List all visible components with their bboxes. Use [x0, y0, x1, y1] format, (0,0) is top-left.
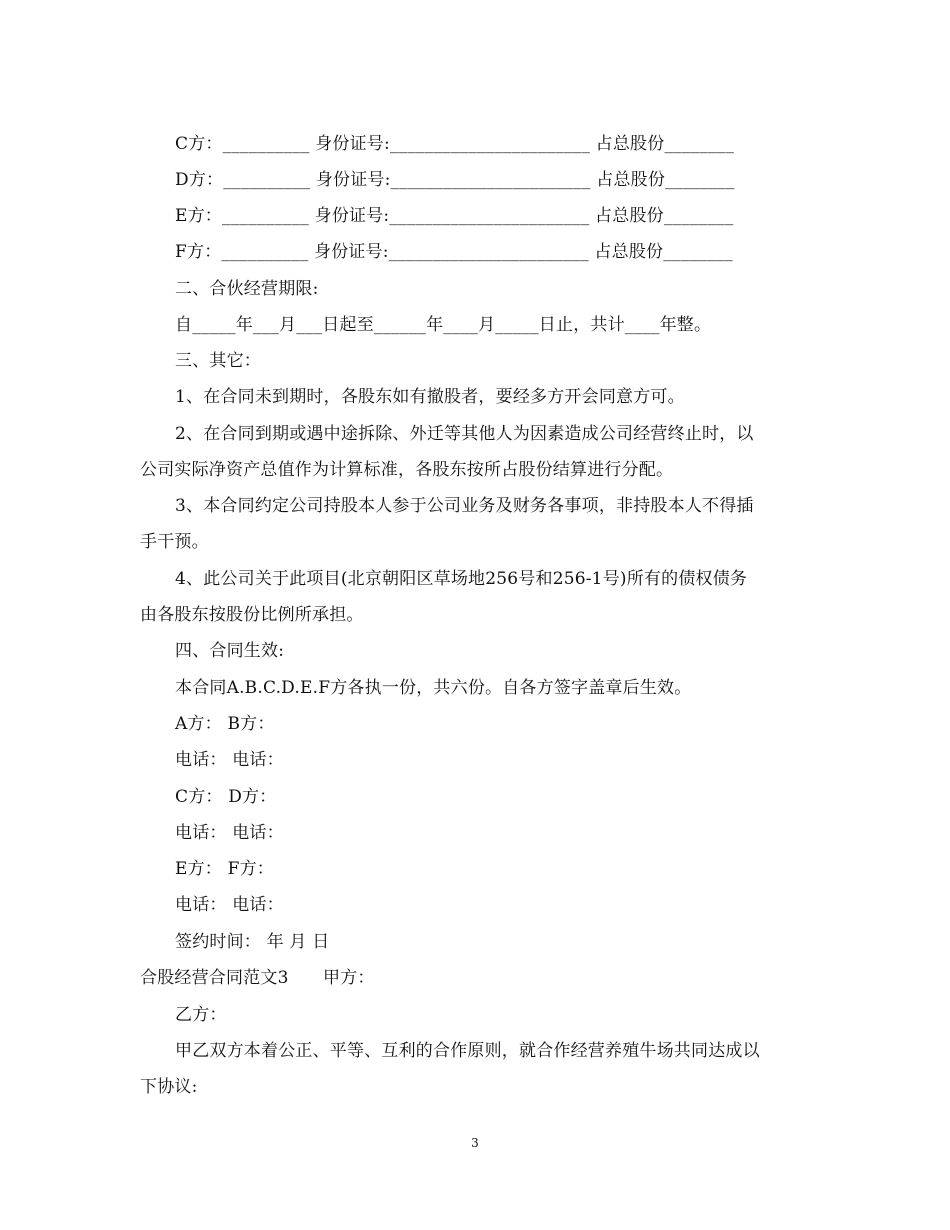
clause-4-line-1: 4、此公司关于此项目(北京朝阳区草场地256号和256-1号)所有的债权债务 — [175, 569, 748, 589]
next-contract-title: 合股经营合同范文3 甲方： — [140, 968, 375, 988]
effect-text: 本合同A.B.C.D.E.F方各执一份，共六份。自各方签字盖章后生效。 — [175, 678, 692, 698]
intro-line-1: 甲乙双方本着公正、平等、互利的合作原则，就合作经营养殖牛场共同达成以 — [175, 1041, 760, 1061]
section-heading-term: 二、合伙经营期限: — [175, 279, 319, 299]
intro-line-2: 下协议: — [140, 1077, 198, 1097]
phone-cd: 电话： 电话： — [175, 823, 284, 843]
clause-2-line-1: 2、在合同到期或遇中途拆除、外迁等其他人为因素造成公司经营终止时，以 — [175, 424, 754, 444]
shareholder-row-e: E方：__________ 身份证号:_______________________ 占总股份________ — [175, 206, 734, 226]
term-period-text: 自_____年___月___日起至______年____月_____日止，共计____年整。 — [175, 315, 712, 335]
page-number: 3 — [471, 1136, 479, 1150]
clause-3-line-2: 手干预。 — [140, 532, 209, 552]
sign-date: 签约时间： 年 月 日 — [175, 932, 330, 952]
signature-ab: A方： B方： — [175, 714, 275, 734]
signature-ef: E方： F方： — [175, 859, 275, 879]
clause-1: 1、在合同未到期时，各股东如有撤股者，要经多方开会同意方可。 — [175, 387, 685, 407]
shareholder-row-d: D方：__________ 身份证号:_______________________ 占总股份________ — [175, 170, 735, 190]
shareholder-row-c: C方：__________ 身份证号:_______________________ 占总股份________ — [175, 134, 735, 154]
signature-cd: C方： D方： — [175, 787, 277, 807]
party-b-label: 乙方： — [175, 1005, 227, 1025]
section-heading-other: 三、其它： — [175, 351, 261, 371]
clause-2-line-2: 公司实际净资产总值作为计算标准，各股东按所占股份结算进行分配。 — [140, 460, 674, 480]
clause-3-line-1: 3、本合同约定公司持股本人参于公司业务及财务各事项，非持股本人不得插 — [175, 496, 754, 516]
shareholder-row-f: F方：__________ 身份证号:_______________________ 占总股份________ — [175, 242, 733, 262]
clause-4-line-2: 由各股东按股份比例所承担。 — [140, 605, 364, 625]
phone-ab: 电话： 电话： — [175, 750, 284, 770]
phone-ef: 电话： 电话： — [175, 895, 284, 915]
section-heading-effect: 四、合同生效: — [175, 641, 285, 661]
